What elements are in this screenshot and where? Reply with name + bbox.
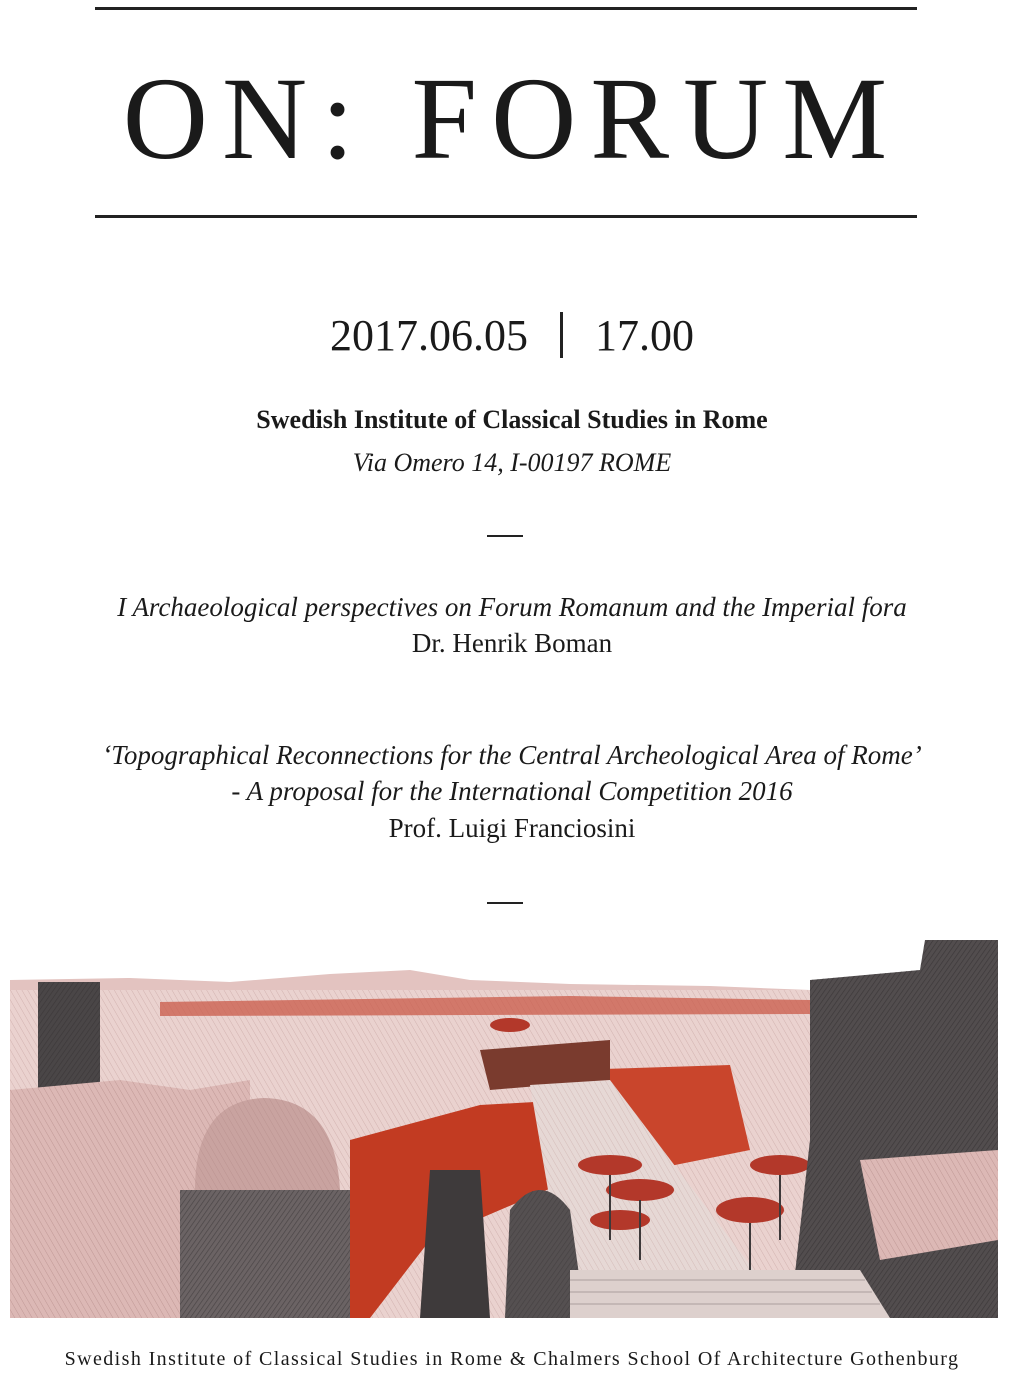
event-date: 2017.06.05: [330, 311, 528, 360]
talk-2-speaker: Prof. Luigi Franciosini: [388, 813, 636, 843]
forum-illustration: [10, 940, 998, 1318]
venue-address: Via Omero 14, I-00197 ROME: [352, 448, 672, 477]
date-time-separator: [560, 312, 563, 358]
section-divider: [487, 535, 523, 537]
date-time: [0, 312, 1024, 358]
talk-2-title: ‘Topographical Reconnections for the Central Archeological Area of Rome’: [102, 740, 922, 770]
title-bottom-rule: [95, 215, 917, 218]
top-rule: [95, 7, 917, 10]
venue-name: Swedish Institute of Classical Studies in Rome: [256, 405, 768, 434]
event-time: 17.00: [595, 311, 694, 360]
talk-1-title: I Archaeological perspectives on Forum Romanum and the Imperial fora: [117, 592, 907, 622]
talk-1-speaker: Dr. Henrik Boman: [411, 628, 613, 658]
section-divider: [487, 902, 523, 904]
poster-title: ON: FORUM: [122, 53, 902, 184]
footer-organizers: Swedish Institute of Classical Studies in Rome & Chalmers School Of Architecture Gothenburg: [64, 1348, 960, 1370]
talk-2-subtitle: - A proposal for the International Competition 2016: [231, 776, 793, 806]
